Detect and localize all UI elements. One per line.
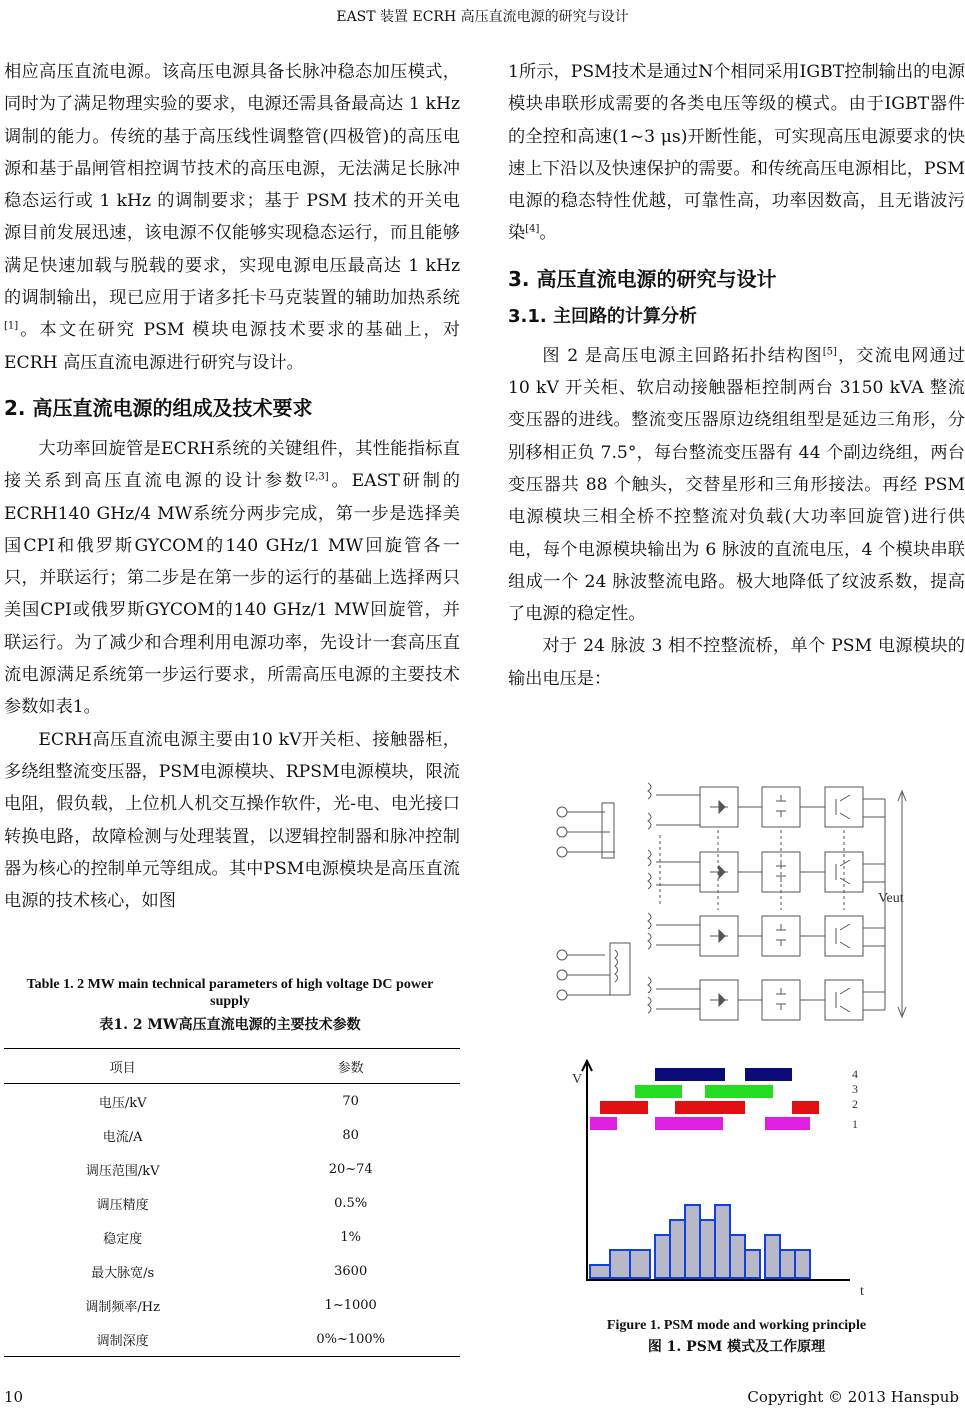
table-row: 电压/kV 70 (98, 1093, 359, 1111)
paragraph-gyrotron: 大功率回旋管是ECRH系统的关键组件，其性能指标直接关系到高压直流电源的设计参数[2,3]。EAST研制的ECRH140 GHz/4 MW系统分两步完成，第一步是选择美国CPI和俄罗斯GYCOM的140 GHz/1 MW回旋管各一只，并联运行；第二步是在第一步的运行的基础上选择两只美国CPI或俄罗斯GYCOM的140 GHz/1 MW回旋管，并联运行。为了减少和合理利用电源功率，先设计一套高压直流电源满足系统第一步运行要求，所需高压电源的主要技术参数如表1。 (4, 438, 460, 718)
pulse-bar-level-3 (705, 1085, 773, 1098)
pulse-bar-level-2 (600, 1101, 648, 1114)
right-column (508, 56, 965, 695)
figure-caption-cn: 图 1. PSM 模式及工作原理 (647, 1339, 826, 1355)
pulse-bar-level-1 (765, 1117, 810, 1130)
citation: [1] (4, 320, 19, 332)
secondary-coil-icon (648, 783, 651, 1013)
v-axis-label: V (572, 1072, 583, 1087)
paragraph-psm: 1所示，PSM技术是通过N个相同采用IGBT控制输出的电源模块串联形成需要的各类电压等级的模式。由于IGBT器件的全控和高速(1~3 μs)开断性能，可实现高压电源要求的快速上下沿以及快速保护的需要。和传统高压电源相比，PSM电源的稳态特性优越，可靠性高，功率因数高，且无谐波污染[4]。 (508, 62, 965, 244)
pulse-bar-level-3 (635, 1085, 682, 1098)
table-caption-cn: 表1. 2 MW高压直流电源的主要技术参数 (99, 1017, 361, 1033)
table-caption-en: Table 1. 2 MW main technical parameters of high voltage DC power supply (26, 977, 434, 1009)
section-3-1-heading: 3.1. 主回路的计算分析 (508, 305, 697, 327)
copyright-notice: Copyright © 2013 Hanspub (747, 1388, 959, 1406)
pulse-bar-level-4 (745, 1068, 792, 1081)
table-header: 项目 (4, 1049, 241, 1084)
table-row: 调制频率/Hz 1~1000 (85, 1297, 377, 1315)
level-label: 3 (852, 1082, 858, 1096)
ac-source-icon (557, 827, 567, 837)
section-2-heading: 2. 高压直流电源的组成及技术要求 (4, 395, 313, 420)
citation: [4] (525, 223, 540, 235)
parameters-table (4, 1048, 460, 1357)
psm-module-row-1 (700, 787, 885, 827)
citation: [2,3] (304, 471, 329, 483)
level-label: 4 (852, 1067, 858, 1081)
page-number: 10 (4, 1388, 24, 1406)
pulse-bar-level-1 (590, 1117, 617, 1130)
left-column (4, 56, 460, 917)
paragraph-intro: 相应高压直流电源。该高压电源具备长脉冲稳态加压模式，同时为了满足物理实验的要求，电源还需具备最高达 1 kHz 调制的能力。传统的基于高压线性调整管(四极管)的高压电源和基于晶闸管相控调节技术的高压电源，无法满足长脉冲稳态运行或 1 kHz 的调制要求；基于 PSM 技术的开关电源目前发展迅速，该电源不仅能够实现稳态运行，而且能够满足快速加载与脱载的要求，实现电源电压最高达 1 kHz 的调制输出，现已应用于诸多托卡马克装置的辅助加热系统[1]。本文在研究 PSM 模块电源技术要求的基础上，对 ECRH 高压直流电源进行研究与设计。 (4, 62, 460, 373)
ac-source-icon (557, 847, 567, 857)
table-row: 电流/A 80 (102, 1127, 359, 1145)
ac-source-icon (557, 970, 567, 980)
section-3-heading: 3. 高压直流电源的研究与设计 (508, 266, 777, 291)
pulse-bar-level-1 (655, 1117, 723, 1130)
level-label: 2 (852, 1097, 858, 1111)
table-row: 调制深度 0%~100% (4, 1322, 460, 1357)
circuit-diagram (557, 783, 906, 1020)
table-row: 调压精度 0.5% (96, 1195, 368, 1213)
citation: [5] (822, 346, 837, 358)
table-row: 最大脉宽/s 3600 (91, 1263, 368, 1281)
pulse-bar-level-2 (675, 1101, 745, 1114)
ac-source-icon (557, 990, 567, 1000)
vout-label: Veut (878, 891, 904, 906)
figure-caption-en: Figure 1. PSM mode and working principle (606, 1318, 867, 1333)
table-row: 稳定度 1% (103, 1229, 361, 1247)
psm-module-row-3 (700, 916, 885, 956)
psm-module-row-4 (700, 980, 885, 1020)
paragraph-topology: 图 2 是高压电源主回路拓扑结构图[5]，交流电网通过 10 kV 开关柜、软启动接触器柜控制两台 3150 kVA 整流变压器的进线。整流变压器原边绕组组型是延边三角形，分别移相正负 7.5°，每台整流变压器有 44 个副边绕组，两台变压器共 88 个触头，交替星形和三角形接法。再经 PSM 电源模块三相全桥不控整流对负载(大功率回旋管)进行供电，每个电源模块输出为 6 脉波的直流电压，4 个模块串联组成一个 24 脉波整流电路。极大地降低了纹波系数，提高了电源的稳定性。 (508, 345, 965, 625)
transformer-primary-icon (610, 943, 630, 995)
table-row: 调压范围/kV 20~74 (85, 1161, 373, 1179)
timing-diagram (572, 1061, 864, 1299)
psm-module-row-2 (700, 852, 885, 892)
ac-source-icon (557, 807, 567, 817)
running-title: EAST 装置 ECRH 高压直流电源的研究与设计 (336, 9, 629, 25)
pulse-bar-level-4 (655, 1068, 725, 1081)
output-staircase (590, 1205, 810, 1278)
level-label: 1 (852, 1117, 858, 1131)
ac-source-icon (557, 950, 567, 960)
t-axis-label: t (860, 1284, 864, 1299)
paragraph-output-voltage: 对于 24 脉波 3 相不控整流桥，单个 PSM 电源模块的输出电压是： (508, 636, 965, 689)
table-header: 参数 (241, 1049, 460, 1084)
paragraph-components: ECRH高压直流电源主要由10 kV开关柜、接触器柜，多绕组整流变压器，PSM电源模块、RPSM电源模块，限流电阻，假负载，上位机人机交互操作软件，光-电、电光接口转换电路，故障检测与处理装置，以逻辑控制器和脉冲控制器为核心的控制单元等组成。其中PSM电源模块是高压直流电源的技术核心，如图 (4, 729, 460, 912)
psm-figure (540, 765, 965, 1310)
pulse-bar-level-2 (792, 1101, 819, 1114)
